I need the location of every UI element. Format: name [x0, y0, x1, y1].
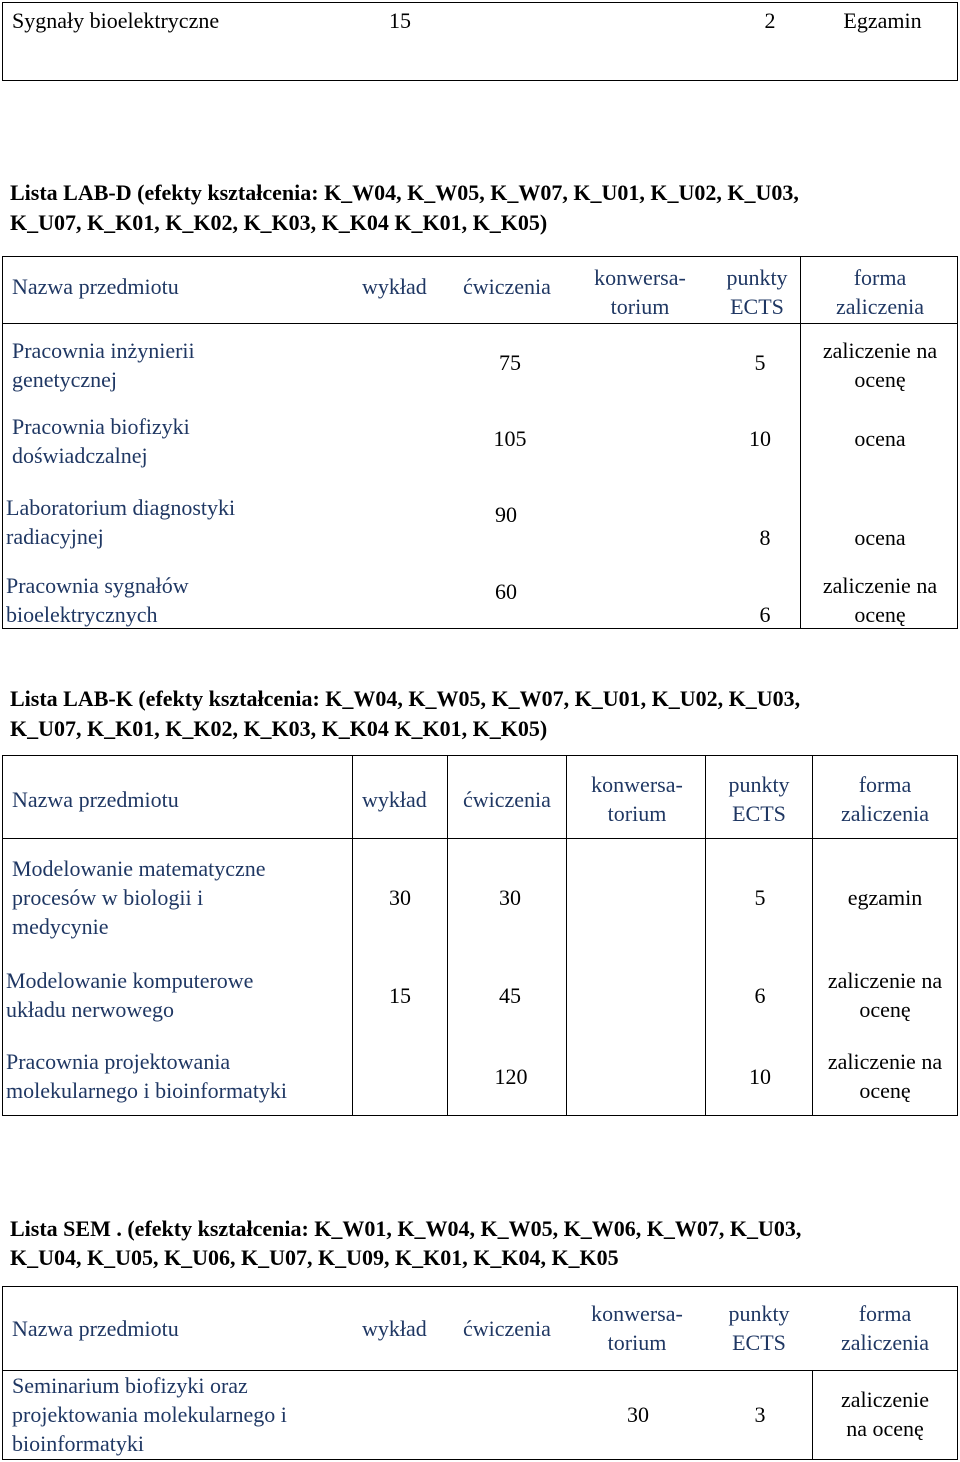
- row-form-line1: zaliczenie na: [822, 573, 938, 598]
- sem-header-form-l2: zaliczenia: [841, 1330, 929, 1355]
- lab-k-header-ects: [708, 770, 810, 828]
- row-name-line1: Modelowanie komputerowe: [6, 968, 254, 993]
- row-form: [805, 336, 955, 394]
- sem-header-conv: [570, 1299, 704, 1357]
- sem-header-lecture: wykład: [362, 1316, 427, 1341]
- sem-header-conv-l1: konwersa-: [591, 1301, 683, 1326]
- sem-header-ects-l1: punkty: [728, 1301, 790, 1326]
- row-form-line2: na ocenę: [846, 1416, 924, 1441]
- row-name-line1: Pracownia sygnałów: [6, 573, 189, 598]
- row-exercises: 120: [494, 1064, 528, 1089]
- row-ects: 5: [754, 885, 766, 910]
- lab-k-header-exercises: ćwiczenia: [463, 787, 551, 812]
- sem-header-conv-l2: torium: [607, 1330, 667, 1355]
- row-name-line2: radiacyjnej: [6, 524, 104, 549]
- lab-k-header-conv-l1: konwersa-: [591, 772, 683, 797]
- row-name: [12, 1371, 348, 1458]
- lab-k-header-form: [814, 770, 956, 828]
- lab-d-header-conv-l1: konwersa-: [594, 265, 686, 290]
- row-lecture: 15: [389, 983, 411, 1008]
- sem-header-form: [814, 1299, 956, 1357]
- sem-caption-line2: K_U04, K_U05, K_U06, K_U07, K_U09, K_K01, K_K04, K_K05: [10, 1245, 619, 1270]
- row-form-line1: zaliczenie na: [827, 1049, 943, 1074]
- row-name: [12, 336, 352, 394]
- row-name: [6, 966, 346, 1024]
- sem-header-exercises: ćwiczenia: [463, 1316, 551, 1341]
- row-form-line2: ocenę: [854, 602, 906, 627]
- lab-d-header-ects: [712, 263, 802, 321]
- row-form: egzamin: [847, 885, 923, 910]
- row-form-line1: zaliczenie na: [822, 338, 938, 363]
- lab-k-caption-line2: K_U07, K_K01, K_K02, K_K03, K_K04 K_K01, K_K05): [10, 716, 548, 741]
- row-form: [805, 571, 955, 629]
- row-ects: 6: [759, 602, 771, 627]
- sem-header-form-l1: forma: [858, 1301, 912, 1326]
- row-hours: 105: [493, 426, 527, 451]
- lab-k-caption-line1: Lista LAB-K (efekty kształcenia: K_W04, K_W05, K_W07, K_U01, K_U02, K_U03,: [10, 686, 801, 711]
- lab-k-header-ects-l2: ECTS: [732, 801, 786, 826]
- row-form-line1: zaliczenie na: [827, 968, 943, 993]
- row-hours: 90: [495, 502, 517, 527]
- lab-d-header-ects-l2: ECTS: [730, 294, 784, 319]
- row-name-line2: projektowania molekularnego i: [12, 1402, 287, 1427]
- row-name-line1: Pracownia inżynierii: [12, 338, 195, 363]
- row-ects: 8: [759, 525, 771, 550]
- top-row-value-a: 15: [389, 8, 411, 33]
- row-form-line2: ocenę: [854, 367, 906, 392]
- row-hours: 60: [495, 579, 517, 604]
- lab-d-caption-line2: K_U07, K_K01, K_K02, K_K03, K_K04 K_K01, K_K05): [10, 210, 548, 235]
- row-name: [6, 1047, 351, 1105]
- row-ects: 10: [749, 1064, 771, 1089]
- row-form: ocena: [854, 426, 906, 451]
- row-form-line2: ocenę: [859, 997, 911, 1022]
- lab-d-header-conv: [575, 263, 705, 321]
- lab-d-header-form: [805, 263, 955, 321]
- row-exercises: 45: [499, 983, 521, 1008]
- row-form: [814, 1047, 956, 1105]
- lab-d-caption-line1: Lista LAB-D (efekty kształcenia: K_W04, K_W05, K_W07, K_U01, K_U02, K_U03,: [10, 180, 799, 205]
- row-form-line2: ocenę: [859, 1078, 911, 1103]
- lab-d-header-lecture: wykład: [362, 274, 427, 299]
- sem-header-ects: [708, 1299, 810, 1357]
- sem-caption-line1: Lista SEM . (efekty kształcenia: K_W01, K_W04, K_W05, K_W06, K_W07, K_U03,: [10, 1216, 802, 1241]
- row-name-line2: genetycznej: [12, 367, 118, 392]
- row-name-line2: bioelektrycznych: [6, 602, 158, 627]
- row-name: [6, 571, 346, 629]
- lab-k-header-lecture: wykład: [362, 787, 427, 812]
- row-ects: 5: [754, 350, 766, 375]
- row-name-line1: Pracownia biofizyki: [12, 414, 190, 439]
- row-form: ocena: [854, 525, 906, 550]
- lab-d-header-form-l2: zaliczenia: [836, 294, 924, 319]
- row-name-line1: Pracownia projektowania: [6, 1049, 231, 1074]
- row-form: [814, 966, 956, 1024]
- row-exercises: 30: [499, 885, 521, 910]
- sem-header-name: Nazwa przedmiotu: [12, 1316, 179, 1341]
- row-name-line3: medycynie: [12, 914, 109, 939]
- row-name-line2: doświadczalnej: [12, 443, 148, 468]
- top-row-name: Sygnały bioelektryczne: [12, 8, 220, 33]
- row-lecture: 30: [389, 885, 411, 910]
- row-form-line1: zaliczenie: [841, 1387, 929, 1412]
- lab-d-header-conv-l2: torium: [610, 294, 670, 319]
- row-ects: 3: [754, 1402, 766, 1427]
- row-ects: 10: [749, 426, 771, 451]
- lab-d-header-ects-l1: punkty: [726, 265, 788, 290]
- sem-header-ects-l2: ECTS: [732, 1330, 786, 1355]
- row-name: [12, 412, 352, 470]
- top-row-form: Egzamin: [843, 8, 922, 33]
- row-form: [814, 1385, 956, 1443]
- lab-d-header-name: Nazwa przedmiotu: [12, 274, 179, 299]
- row-name-line1: Seminarium biofizyki oraz: [12, 1373, 248, 1398]
- row-name: [6, 493, 346, 551]
- lab-k-header-form-l2: zaliczenia: [841, 801, 929, 826]
- row-ects: 6: [754, 983, 766, 1008]
- row-name-line1: Modelowanie matematyczne: [12, 856, 266, 881]
- lab-k-header-name: Nazwa przedmiotu: [12, 787, 179, 812]
- row-name-line3: bioinformatyki: [12, 1431, 144, 1456]
- lab-k-header-conv-l2: torium: [607, 801, 667, 826]
- lab-k-header-form-l1: forma: [858, 772, 912, 797]
- lab-d-header-exercises: ćwiczenia: [463, 274, 551, 299]
- top-row-value-b: 2: [764, 8, 776, 33]
- row-hours: 75: [499, 350, 521, 375]
- lab-k-header-ects-l1: punkty: [728, 772, 790, 797]
- lab-d-header-form-l1: forma: [853, 265, 907, 290]
- row-name-line1: Laboratorium diagnostyki: [6, 495, 236, 520]
- row-name-line2: układu nerwowego: [6, 997, 175, 1022]
- lab-k-header-conv: [570, 770, 704, 828]
- row-name-line2: procesów w biologii i: [12, 885, 204, 910]
- row-conv: 30: [627, 1402, 649, 1427]
- row-name-line2: molekularnego i bioinformatyki: [6, 1078, 288, 1103]
- row-name: [12, 854, 348, 941]
